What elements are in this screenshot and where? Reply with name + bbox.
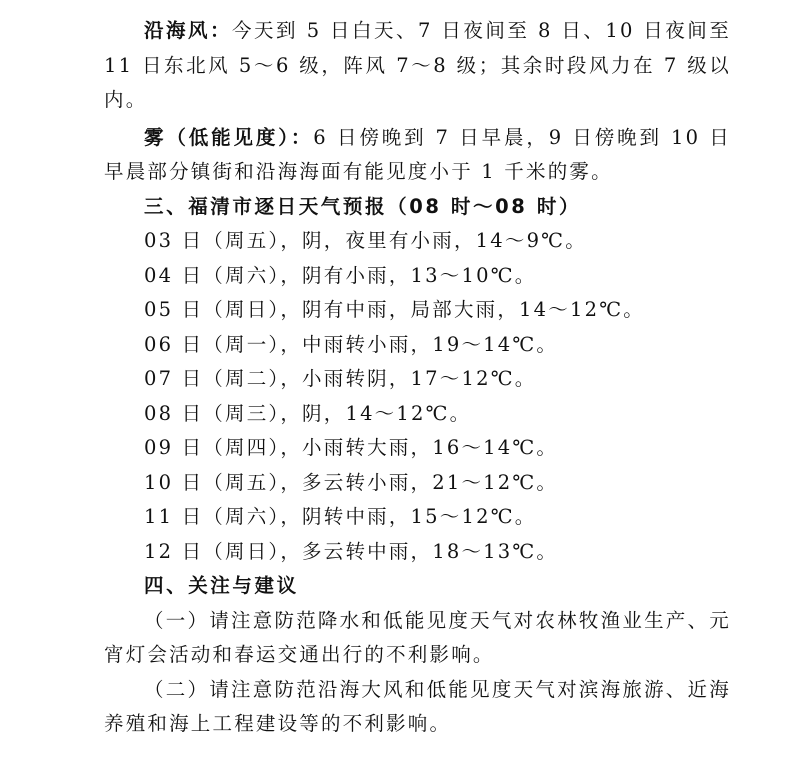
daily-forecast-item: 08 日（周三），阴，14～12℃。	[144, 401, 472, 425]
section-3-heading: 三、福清市逐日天气预报（08 时～08 时）	[144, 194, 582, 218]
daily-forecast-item: 07 日（周二），小雨转阴，17～12℃。	[144, 367, 537, 390]
fog-paragraph	[104, 121, 731, 190]
coastal-wind-label: 沿海风：	[144, 19, 233, 42]
advice-paragraph-1: （一）请注意防范降水和低能见度天气对农林牧渔业生产、元宵灯会活动和春运交通出行的不利影响。	[104, 608, 731, 666]
daily-forecast-item: 04 日（周六），阴有小雨，13～10℃。	[144, 263, 537, 287]
fog-label: 雾（低能见度）：	[144, 125, 314, 149]
daily-forecast-item: 11 日（周六），阴转中雨，15～12℃。	[144, 505, 537, 528]
coastal-wind-paragraph	[104, 14, 731, 118]
daily-forecast-item: 09 日（周四），小雨转大雨，16～14℃。	[144, 436, 559, 459]
section-4-heading: 四、关注与建议	[144, 574, 299, 597]
fog-text: 6 日傍晚到 7 日早晨，9 日傍晚到 10 日早晨部分镇街和沿海海面有能见度小于 1 千米的雾。	[104, 125, 731, 183]
daily-forecast-item: 10 日（周五），多云转小雨，21～12℃。	[144, 470, 559, 494]
coastal-wind-text: 今天到 5 日白天、7 日夜间至 8 日、10 日夜间至 11 日东北风 5～6 级，阵风 7～8 级；其余时段风力在 7 级以内。	[104, 19, 731, 111]
daily-forecast-item: 03 日（周五），阴，夜里有小雨，14～9℃。	[144, 229, 587, 252]
daily-forecast-list	[104, 224, 731, 569]
daily-forecast-item: 06 日（周一），中雨转小雨，19～14℃。	[144, 332, 559, 356]
daily-forecast-item: 05 日（周日），阴有中雨，局部大雨，14～12℃。	[144, 298, 645, 321]
advice-paragraph-2: （二）请注意防范沿海大风和低能见度天气对滨海旅游、近海养殖和海上工程建设等的不利影响。	[104, 677, 731, 735]
daily-forecast-item: 12 日（周日），多云转中雨，18～13℃。	[144, 539, 559, 563]
